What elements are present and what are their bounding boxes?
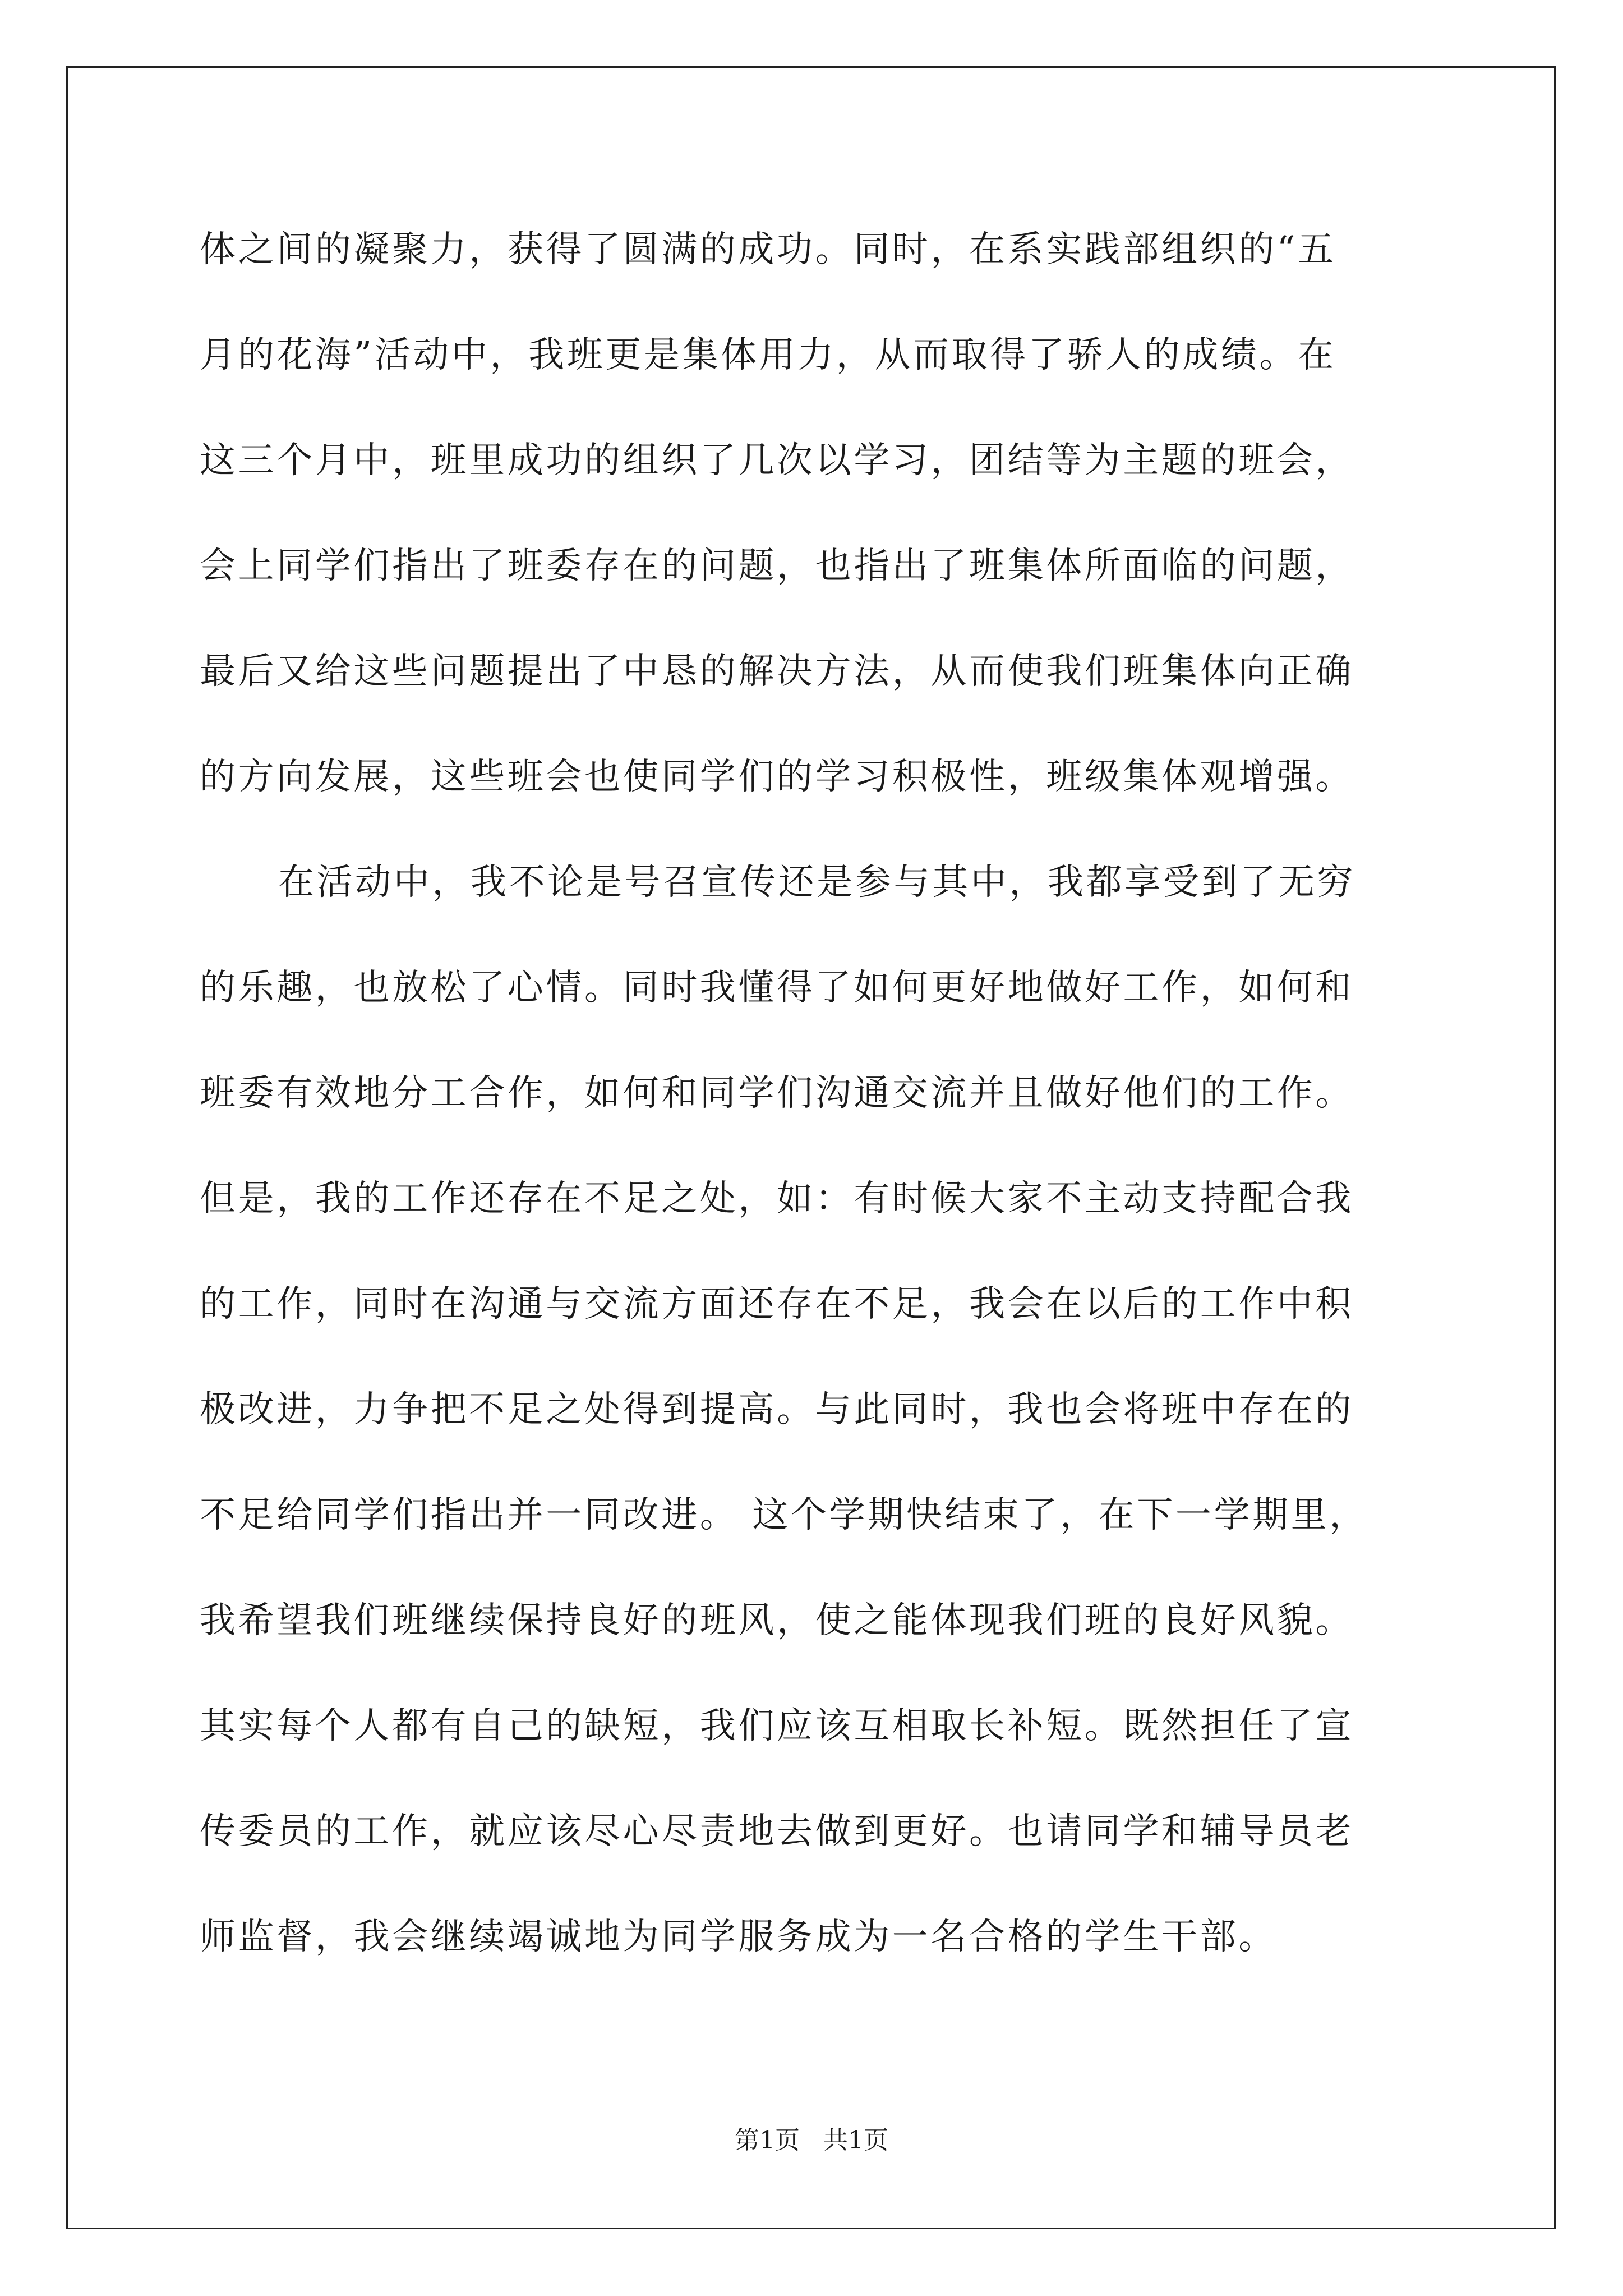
text-line: 月的花海”活动中，我班更是集体用力，从而取得了骄人的成绩。在	[200, 334, 1336, 376]
text-line: 传委员的工作，就应该尽心尽责地去做到更好。也请同学和辅导员老	[200, 1811, 1354, 1852]
text-line: 的方向发展，这些班会也使同学们的学习积极性，班级集体观增强。	[200, 756, 1354, 798]
text-line: 的工作，同时在沟通与交流方面还存在不足，我会在以后的工作中积	[200, 1283, 1354, 1325]
text-line: 但是，我的工作还存在不足之处，如：有时候大家不主动支持配合我	[200, 1178, 1354, 1220]
text-line: 的乐趣，也放松了心情。同时我懂得了如何更好地做好工作，如何和	[200, 967, 1354, 1009]
text-line: 我希望我们班继续保持良好的班风，使之能体现我们班的良好风貌。	[200, 1600, 1354, 1641]
text-line: 其实每个人都有自己的缺短，我们应该互相取长补短。既然担任了宣	[200, 1705, 1354, 1747]
text-line: 班委有效地分工合作，如何和同学们沟通交流并且做好他们的工作。	[200, 1073, 1354, 1114]
text-line: 这三个月中，班里成功的组织了几次以学习，团结等为主题的班会，	[200, 440, 1354, 481]
text-line: 不足给同学们指出并一同改进。 这个学期快结束了，在下一学期里，	[200, 1494, 1368, 1536]
document-body	[200, 217, 1478, 2009]
text-line: 会上同学们指出了班委存在的问题，也指出了班集体所面临的问题，	[200, 545, 1354, 587]
text-line: 最后又给这些问题提出了中恳的解决方法，从而使我们班集体向正确	[200, 651, 1354, 692]
text-line: 师监督，我会继续竭诚地为同学服务成为一名合格的学生干部。	[200, 1916, 1277, 1958]
text-line: 体之间的凝聚力，获得了圆满的成功。同时，在系实践部组织的“五	[200, 229, 1336, 270]
page-number-footer: 第1页 共1页	[735, 2126, 888, 2155]
text-line: 极改进，力争把不足之处得到提高。与此同时，我也会将班中存在的	[200, 1389, 1354, 1430]
paragraph-start-line: 在活动中，我不论是号召宣传还是参与其中，我都享受到了无穷	[278, 862, 1355, 903]
